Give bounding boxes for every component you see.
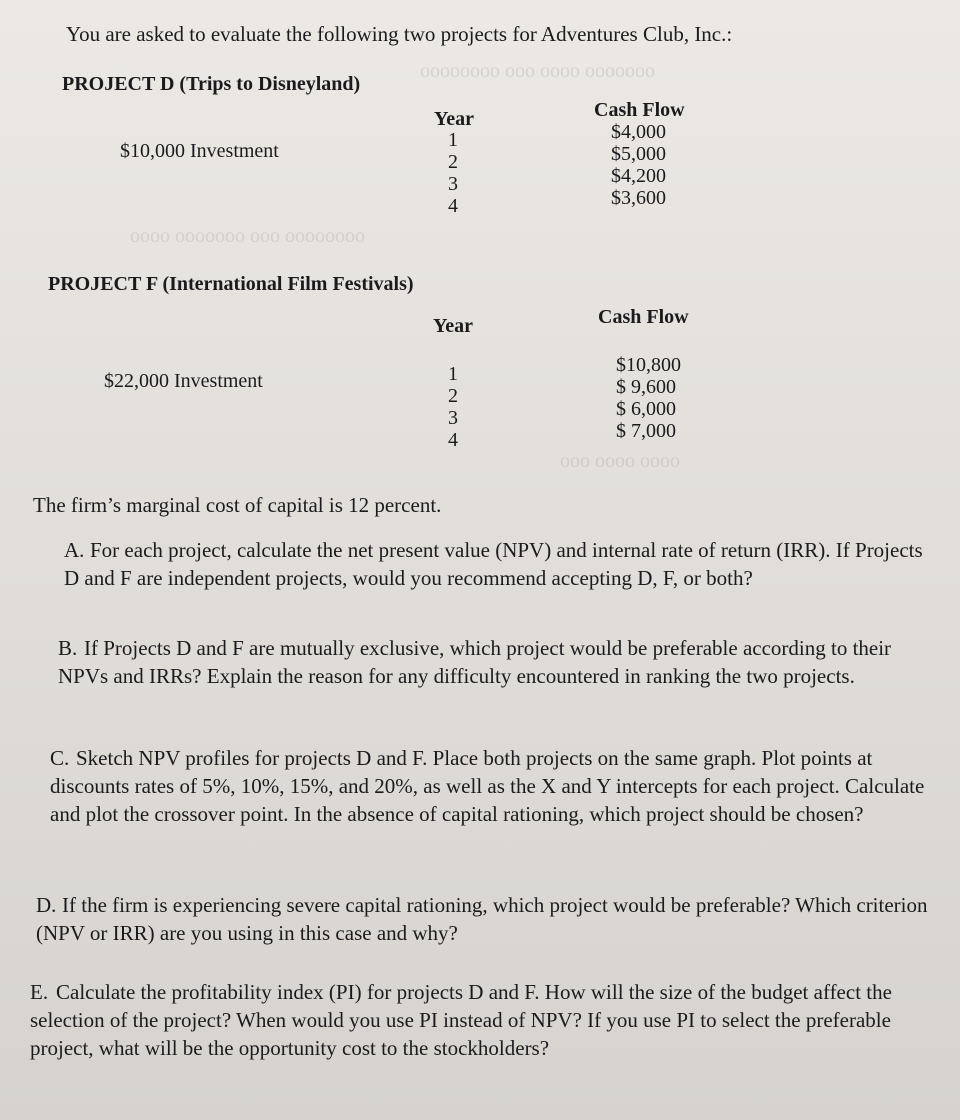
year-cell: 1 <box>448 363 458 385</box>
year-cell: 3 <box>448 407 458 429</box>
project-d-cash-flows <box>611 121 666 209</box>
year-cell: 4 <box>448 195 458 217</box>
project-f-investment: $22,000 Investment <box>104 370 263 392</box>
project-f-cash-flows <box>616 354 681 442</box>
question-letter: E. <box>30 980 49 1004</box>
project-d-year-header: Year <box>434 108 474 130</box>
project-f-title: PROJECT F (International Film Festivals) <box>48 273 414 295</box>
project-f-years <box>443 363 463 451</box>
question-letter: D. <box>36 893 57 917</box>
question-letter: C. <box>50 746 70 770</box>
cash-flow-cell: $ 7,000 <box>616 420 676 442</box>
year-cell: 1 <box>448 129 458 151</box>
question-d <box>36 891 936 947</box>
intro-text: You are asked to evaluate the following two projects for Adventures Club, Inc.: <box>66 22 733 46</box>
project-f-cashflow-header: Cash Flow <box>598 306 689 328</box>
year-cell: 3 <box>448 173 458 195</box>
project-f-year-header: Year <box>433 315 473 337</box>
question-text: If Projects D and F are mutually exclusive, which project would be preferable according to their NPVs and IRRs? Explain the reason for any difficulty encountered in ranking the two projects. <box>58 636 892 688</box>
cash-flow-cell: $5,000 <box>611 143 666 165</box>
question-e <box>30 978 935 1062</box>
bleed-through-texture: ooooooo oooo ooo oooooooo <box>420 60 655 82</box>
cash-flow-cell: $4,000 <box>611 121 666 143</box>
question-text: Calculate the profitability index (PI) for projects D and F. How will the size of the budget affect the selection of the project? When would you use PI instead of NPV? If you use PI to select the preferable project, what will be the opportunity cost to the stockholders? <box>30 980 892 1060</box>
year-cell: 4 <box>448 429 458 451</box>
project-d-investment: $10,000 Investment <box>120 140 279 162</box>
year-cell: 2 <box>448 151 458 173</box>
question-letter: B. <box>58 636 78 660</box>
question-letter: A. <box>64 538 85 562</box>
cost-of-capital-text: The firm’s marginal cost of capital is 12 percent. <box>33 493 442 517</box>
bleed-through-texture: oooo oooo ooo <box>560 450 680 472</box>
year-cell: 2 <box>448 385 458 407</box>
project-d-title: PROJECT D (Trips to Disneyland) <box>62 73 361 95</box>
project-d-cashflow-header: Cash Flow <box>594 99 685 121</box>
cash-flow-cell: $4,200 <box>611 165 666 187</box>
cash-flow-cell: $ 9,600 <box>616 376 676 398</box>
question-b <box>58 634 938 690</box>
cash-flow-cell: $10,800 <box>616 354 681 376</box>
bleed-through-texture: oooooooo ooo ooooooo oooo <box>130 225 365 247</box>
question-c <box>50 744 940 828</box>
question-text: If the firm is experiencing severe capital rationing, which project would be preferable? Which criterion (NPV or IRR) are you using in this case and why? <box>36 893 928 945</box>
question-a <box>64 536 924 592</box>
cash-flow-cell: $3,600 <box>611 187 666 209</box>
cash-flow-cell: $ 6,000 <box>616 398 676 420</box>
question-text: Sketch NPV profiles for projects D and F. Place both projects on the same graph. Plot points at discounts rates of 5%, 10%, 15%, and 20%, as well as the X and Y intercepts for each project. Calculate and plot the crossover point. In the absence of capital rationing, which project should be chosen? <box>50 746 925 826</box>
project-d-years <box>443 129 463 217</box>
question-text: For each project, calculate the net present value (NPV) and internal rate of return (IRR). If Projects D and F are independent projects, would you recommend accepting D, F, or both? <box>64 538 923 590</box>
